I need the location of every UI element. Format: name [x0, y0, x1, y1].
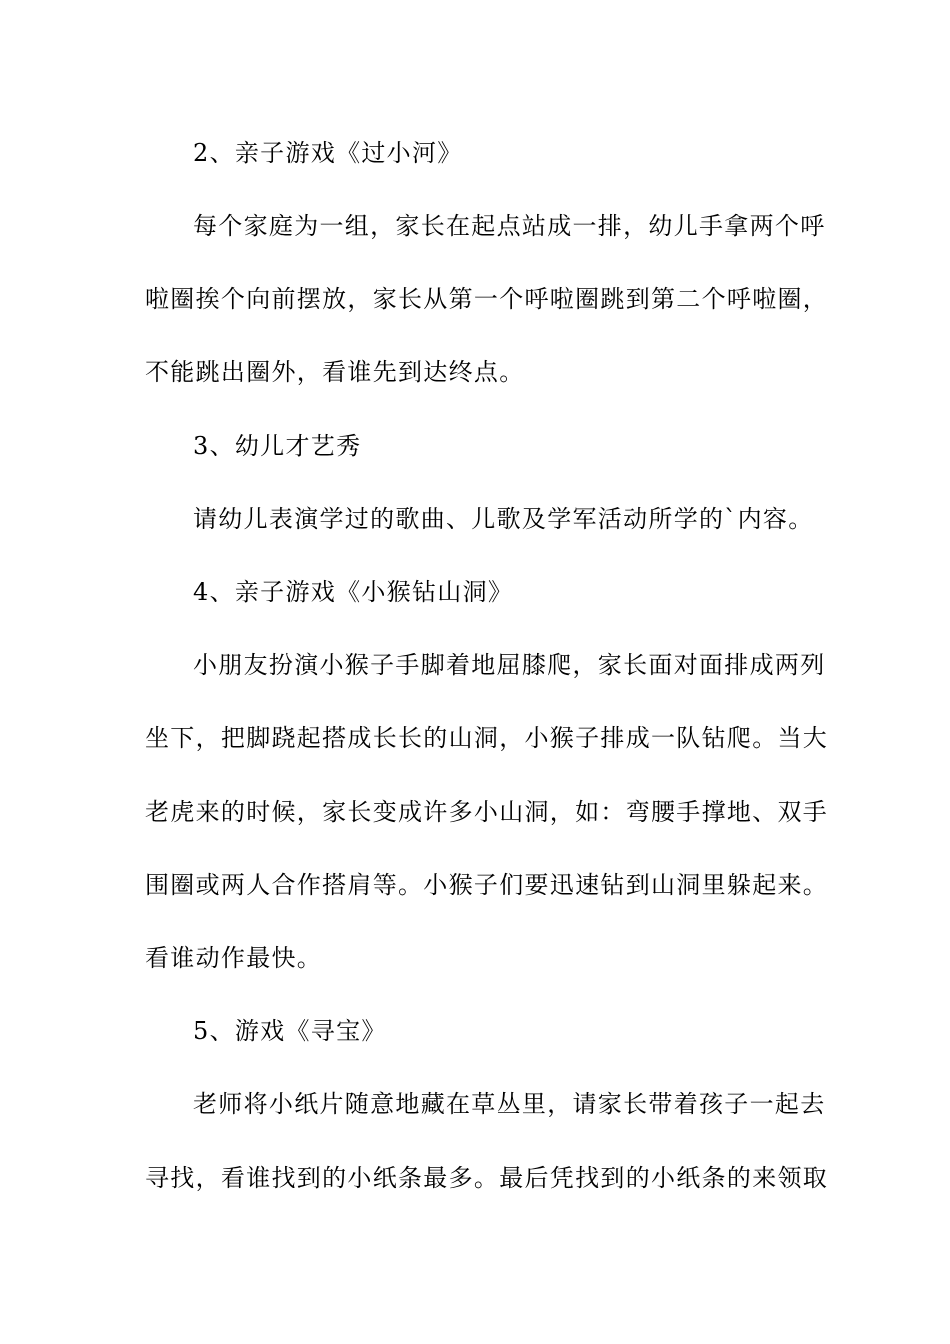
heading-game-2: 2、亲子游戏《过小河》	[193, 139, 463, 167]
paragraph-line: 围圈或两人合作搭肩等。小猴子们要迅速钻到山洞里躲起来。	[145, 871, 829, 899]
paragraph-line: 老虎来的时候，家长变成许多小山洞，如：弯腰手撑地、双手	[145, 798, 829, 826]
paragraph-line: 寻找，看谁找到的小纸条最多。最后凭找到的小纸条的来领取	[145, 1164, 829, 1192]
paragraph-line: 看谁动作最快。	[145, 944, 323, 972]
paragraph-line: 每个家庭为一组，家长在起点站成一排，幼儿手拿两个呼	[193, 212, 826, 240]
paragraph-line: 请幼儿表演学过的歌曲、儿歌及学军活动所学的`内容。	[193, 505, 814, 533]
heading-game-3: 3、幼儿才艺秀	[193, 432, 362, 460]
paragraph-line: 老师将小纸片随意地藏在草丛里，请家长带着孩子一起去	[193, 1090, 826, 1118]
paragraph-line: 坐下，把脚跷起搭成长长的山洞，小猴子排成一队钻爬。当大	[145, 724, 829, 752]
paragraph-line: 不能跳出圈外，看谁先到达终点。	[145, 358, 525, 386]
heading-game-4: 4、亲子游戏《小猴钻山洞》	[193, 578, 514, 606]
paragraph-line: 啦圈挨个向前摆放，家长从第一个呼啦圈跳到第二个呼啦圈，	[145, 285, 829, 313]
paragraph-line: 小朋友扮演小猴子手脚着地屈膝爬，家长面对面排成两列	[193, 651, 826, 679]
heading-game-5: 5、游戏《寻宝》	[193, 1017, 387, 1045]
